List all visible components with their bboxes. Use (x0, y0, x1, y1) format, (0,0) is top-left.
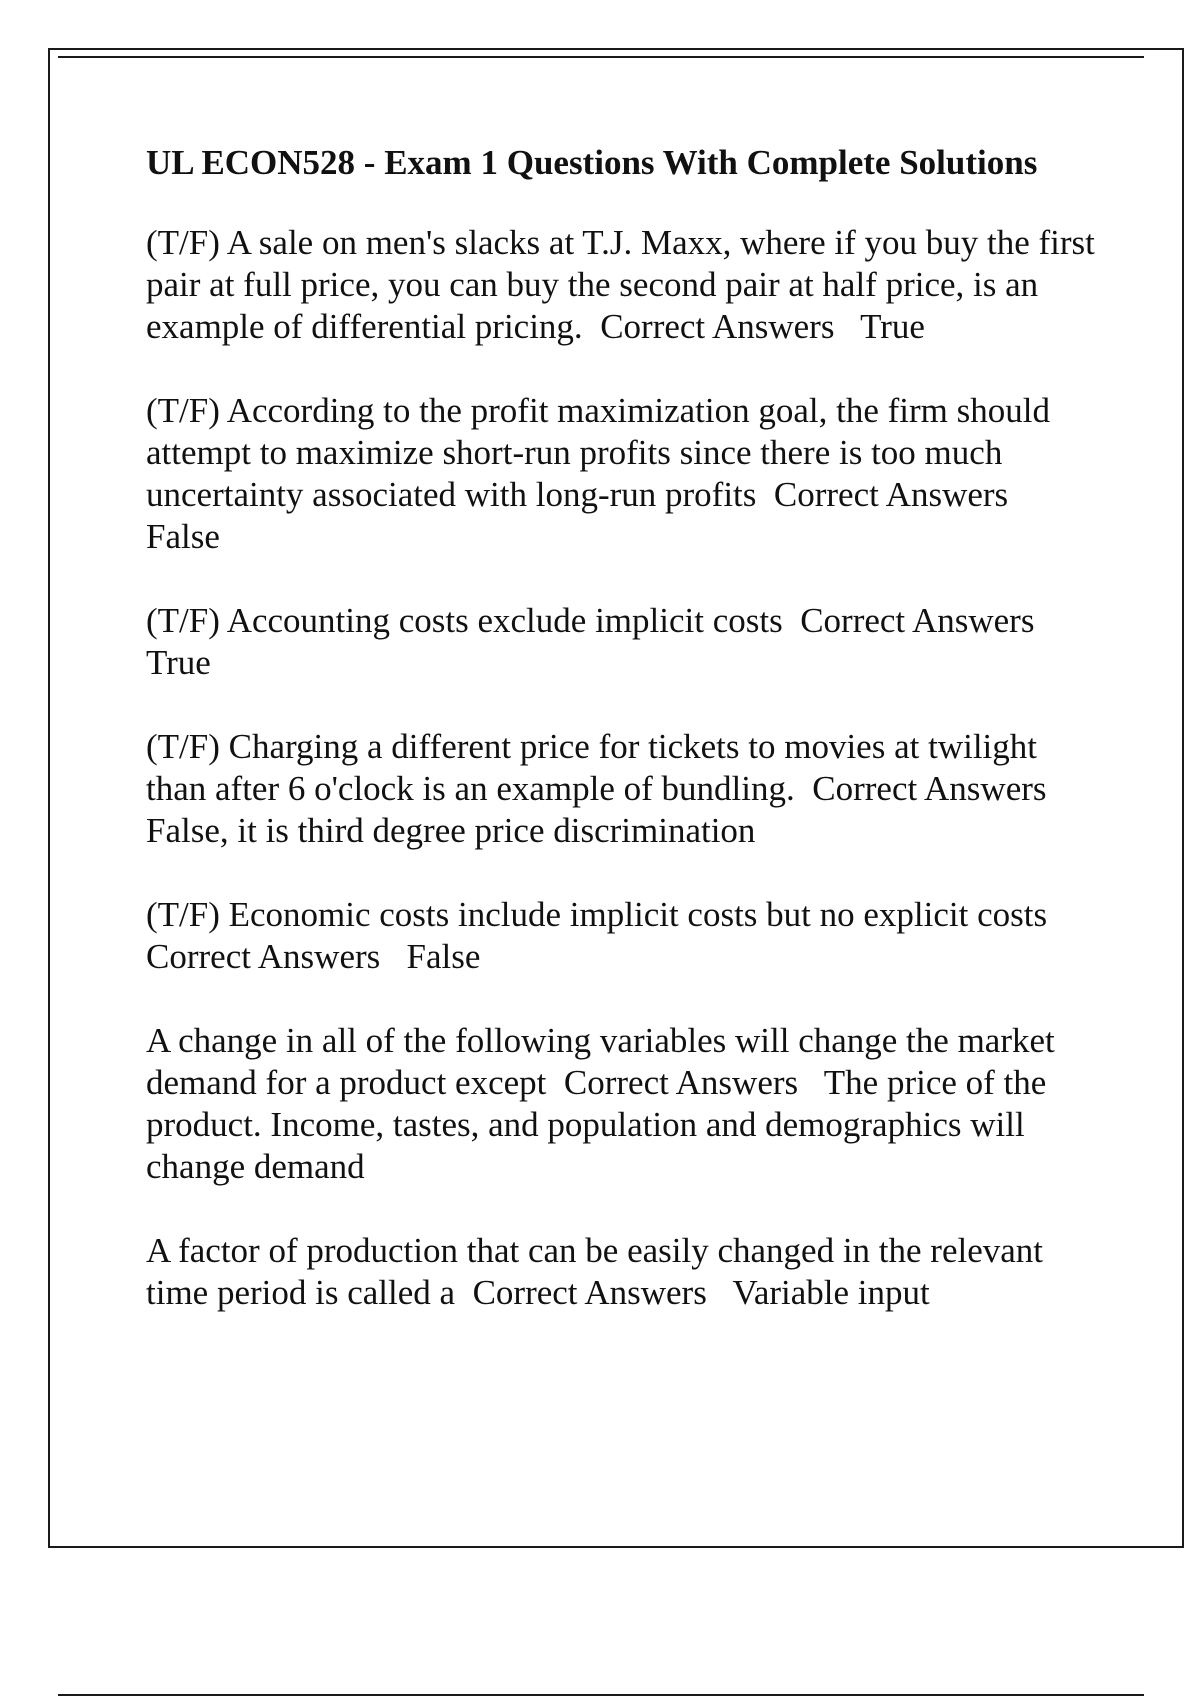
document-title: UL ECON528 - Exam 1 Questions With Complete Solutions (146, 143, 1038, 182)
qa-item (146, 1020, 1096, 1188)
question-text: A factor of production that can be easily changed in the relevant time period is called a (146, 1231, 1052, 1312)
answer-label: Correct Answers (773, 475, 1009, 514)
question-text: A change in all of the following variables will change the market demand for a product except (146, 1021, 1064, 1102)
answer-label: Correct Answers (472, 1273, 707, 1312)
qa-item (146, 222, 1104, 348)
answer-label: Correct Answers (563, 1063, 799, 1102)
answer-text: False (146, 517, 220, 556)
answer-text: True (146, 643, 211, 682)
question-text: (T/F) A sale on men's slacks at T.J. Maxx, where if you buy the first pair at full price, you can buy the second pair at half price, is an example of differential pricing. (146, 223, 1104, 346)
answer-label: Correct Answers (800, 601, 1035, 640)
question-text: (T/F) Economic costs include implicit costs but no explicit costs (146, 895, 1048, 934)
answer-text: False, it is third degree price discrimination (146, 811, 756, 850)
question-text: (T/F) Accounting costs exclude implicit costs (146, 601, 783, 640)
top-rule (58, 56, 1144, 58)
qa-item (146, 390, 1096, 558)
answer-text: True (860, 307, 925, 346)
answer-label: Correct Answers (600, 307, 835, 346)
answer-text: False (406, 937, 481, 976)
qa-item (146, 1230, 1096, 1314)
qa-item (146, 726, 1096, 852)
answer-label: Correct Answers (812, 769, 1047, 808)
answer-label: Correct Answers (146, 937, 381, 976)
question-text: (T/F) According to the profit maximization goal, the firm should attempt to maximize short-run profits since there is too much uncertainty associated with long-run profits (146, 391, 1059, 514)
question-text: (T/F) Charging a different price for tickets to movies at twilight than after 6 o'clock is an example of bundling. (146, 727, 1046, 808)
qa-item (146, 894, 1096, 978)
answer-text: Variable input (732, 1273, 930, 1312)
document-body (146, 142, 1104, 1356)
bottom-rule (58, 1694, 1144, 1696)
answer-text: The price of the product. Income, tastes, and population and demographics will change demand (146, 1063, 1056, 1186)
qa-item (146, 600, 1096, 684)
